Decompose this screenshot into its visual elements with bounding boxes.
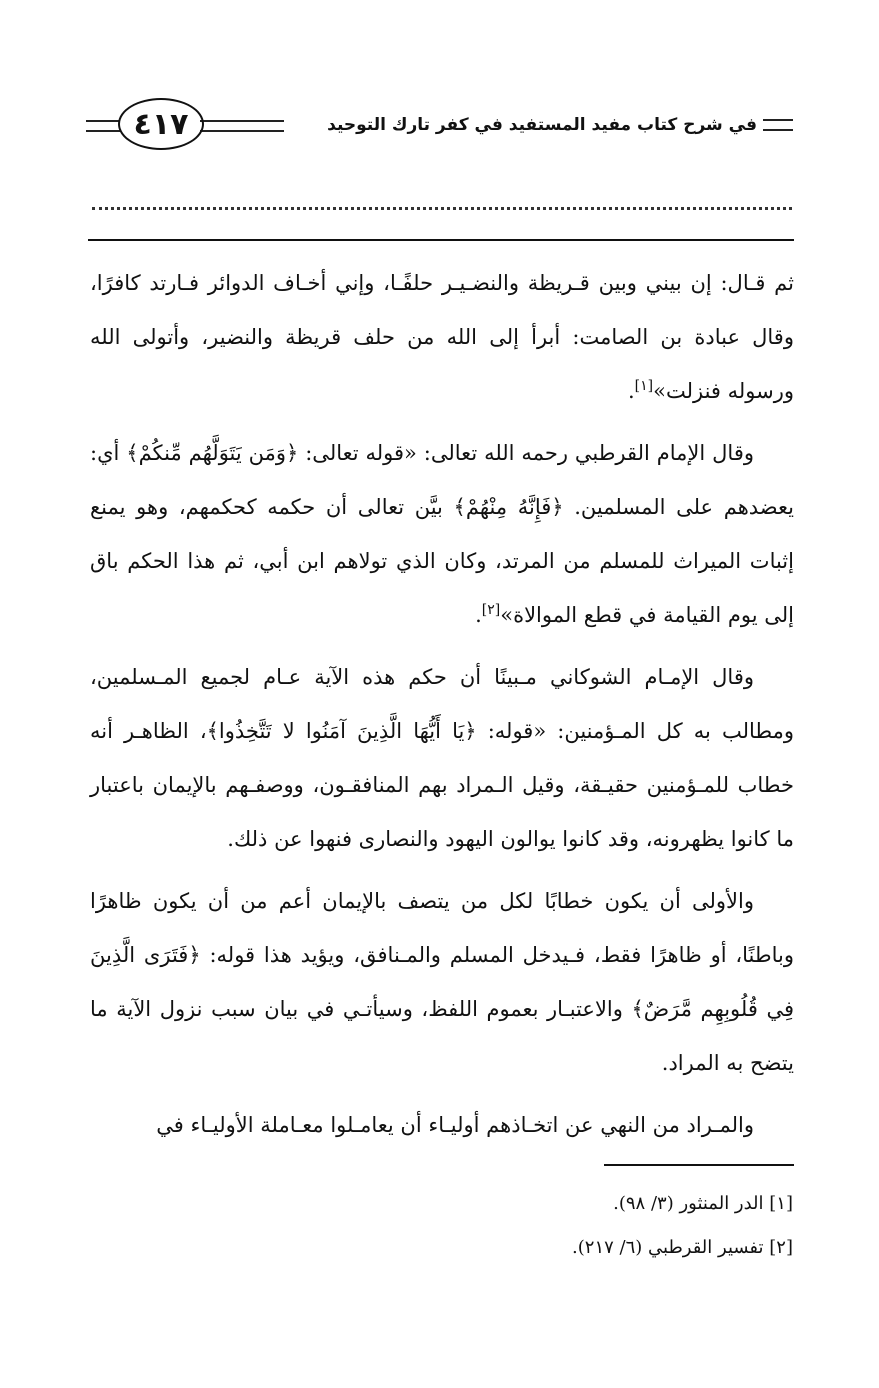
header-ornament [763,119,793,131]
paragraph-4: والأولى أن يكون خطابًا لكل من يتصف بالإيمان أعم من أن يكون ظاهرًا وباطنًا، أو ظاهرًا فقط، فـيدخل المسلم والمـنافق، ويؤيد هذا قوله: ﴿فَتَرَى الَّذِينَ فِي قُلُوبِهِم مَّرَضٌ﴾ والاعتبـار بعموم اللفظ، وسيأتـي في بيان سبب نزول الآية ما يتضح به المراد. [90,889,794,1075]
footnote-1: [١] الدر المنثور (٣/ ٩٨). [613,1193,793,1214]
page-number: ٤١٧ [118,98,204,150]
header-rule [88,239,794,241]
footnote-2: [٢] تفسير القرطبي (٦/ ٢١٧). [572,1237,793,1258]
page-number-ornament-left [86,120,120,132]
footnote-ref: [١] [634,378,654,394]
footnote-ref: [٢] [481,602,501,618]
header-title: في شرح كتاب مفيد المستفيد في كفر تارك التوحيد [327,115,757,135]
dotted-separator [92,207,792,210]
main-text [90,256,794,1160]
paragraph-3: وقال الإمـام الشوكاني مـبينًا أن حكم هذه الآية عـام لجميع المـسلمين، ومطالب به كل المـؤمنين: «قوله: ﴿يَا أَيُّهَا الَّذِينَ آمَنُوا لا تَتَّخِذُوا﴾، الظاهـر أنه خطاب للمـؤمنين حقيـقة، وقيل الـمراد بهم المنافقـون، ووصفـهم بالإيمان باعتبار ما كانوا يظهرونه، وقد كانوا يوالون اليهود والنصارى فنهوا عن ذلك. [90,665,794,851]
page-number-ornament-right [200,120,284,132]
paragraph-2: وقال الإمام القرطبي رحمه الله تعالى: «قوله تعالى: ﴿وَمَن يَتَوَلَّهُم مِّنكُمْ﴾ أي: يعضدهم على المسلمين. ﴿فَإِنَّهُ مِنْهُمْ﴾ بيَّن تعالى أن حكمه كحكمهم، وهو يمنع إثبات الميراث للمسلم من المرتد، وكان الذي تولاهم ابن أبي، ثم هذا الحكم باق إلى يوم القيامة في قطع الموالاة»[٢]. [90,441,794,627]
footnote-rule [604,1164,794,1166]
paragraph-5: والمـراد من النهي عن اتخـاذهم أوليـاء أن يعامـلوا معـاملة الأوليـاء في [156,1113,754,1137]
paragraph-1: ثم قـال: إن بيني وبين قـريظة والنضـيـر حلفًـا، وإني أخـاف الدوائر فـارتد كافرًا، وقال عبادة بن الصامت: أبرأ إلى الله من حلف قريظة والنضير، وأتولى الله ورسوله فنزلت»[١]. [90,271,794,403]
footnotes [93,1182,793,1270]
running-header [327,115,793,135]
